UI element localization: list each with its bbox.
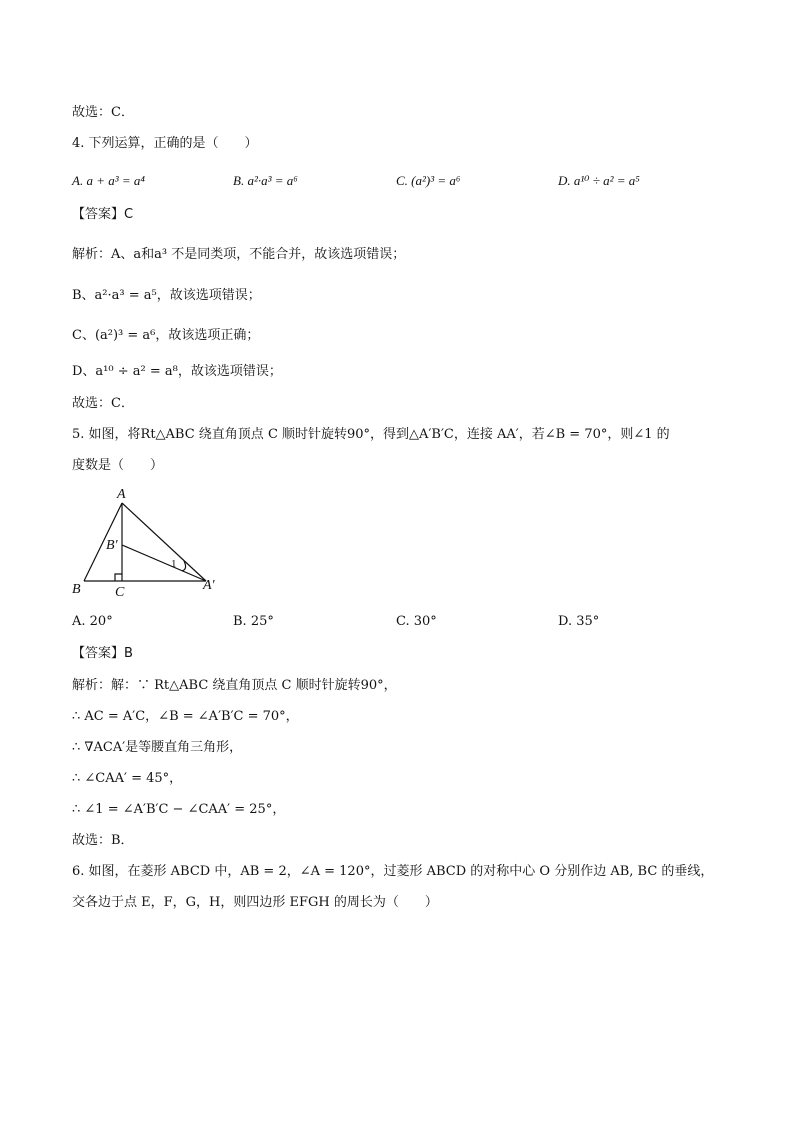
q4-explanation-4: D、a¹⁰ ÷ a² = a⁸，故该选项错误；	[72, 364, 282, 379]
q5-option-c: C. 30°	[396, 614, 437, 629]
angle-1-arc	[182, 561, 186, 571]
q4-answer: 【答案】C	[72, 207, 134, 222]
label-angle-1: 1	[171, 558, 177, 570]
segment-AA-prime	[122, 503, 206, 581]
q5-explanation-2: ∴ AC = A′C，∠B = ∠A′B′C = 70°，	[72, 709, 299, 724]
q5-explanation-4: ∴ ∠CAA′ = 45°，	[72, 771, 183, 786]
triangle-figure	[66, 485, 246, 600]
q5-explanation-3: ∴ ∇ACA′是等腰直角三角形，	[72, 740, 243, 755]
question-6-stem-line2: 交各边于点 E，F，G，H，则四边形 EFGH 的周长为（ ）	[72, 895, 438, 910]
q4-option-c: C. (a²)³ = a⁶	[396, 173, 461, 188]
label-C: C	[115, 585, 125, 600]
q5-option-d: D. 35°	[558, 614, 600, 629]
question-4-stem: 4. 下列运算，正确的是（ ）	[72, 136, 258, 151]
q4-option-a: A. a + a³ = a⁴	[72, 173, 145, 188]
label-B: B	[72, 582, 81, 597]
q5-conclusion: 故选：B．	[72, 833, 134, 848]
q4-option-b: B. a²·a³ = a⁶	[233, 173, 298, 188]
q5-explanation-1: 解析：解：∵ Rt△ABC 绕直角顶点 C 顺时针旋转90°，	[72, 678, 397, 693]
q5-answer: 【答案】B	[72, 646, 133, 661]
q4-explanation-2: B、a²·a³ = a⁵，故该选项错误；	[72, 288, 261, 303]
question-6-stem-line1: 6. 如图，在菱形 ABCD 中，AB = 2，∠A = 120°，过菱形 ABCD 的对称中心 O 分别作边 AB, BC 的垂线，	[72, 864, 714, 879]
segment-B-prime-A-prime	[122, 545, 206, 581]
label-B-prime: B′	[106, 538, 118, 553]
q4-conclusion: 故选：C．	[72, 396, 134, 411]
label-A-prime: A′	[203, 578, 215, 593]
right-angle-mark	[115, 574, 122, 581]
q5-option-b: B. 25°	[233, 614, 274, 629]
q4-explanation-1: 解析：A、a和a³ 不是同类项，不能合并，故该选项错误；	[72, 247, 406, 262]
q5-option-a: A. 20°	[72, 614, 113, 629]
question-5-stem-line2: 度数是（ ）	[72, 458, 164, 473]
label-A: A	[117, 487, 126, 502]
question-5-stem-line1: 5. 如图，将Rt△ABC 绕直角顶点 C 顺时针旋转90°，得到△A′B′C，连接 AA′，若∠B = 70°，则∠1 的	[72, 427, 670, 442]
q5-explanation-5: ∴ ∠1 = ∠A′B′C − ∠CAA′ = 25°，	[72, 802, 286, 817]
conclusion-prev: 故选：C．	[72, 105, 134, 120]
q4-explanation-3: C、(a²)³ = a⁶，故该选项正确；	[72, 328, 260, 343]
q4-option-d: D. a¹⁰ ÷ a² = a⁵	[558, 173, 640, 188]
